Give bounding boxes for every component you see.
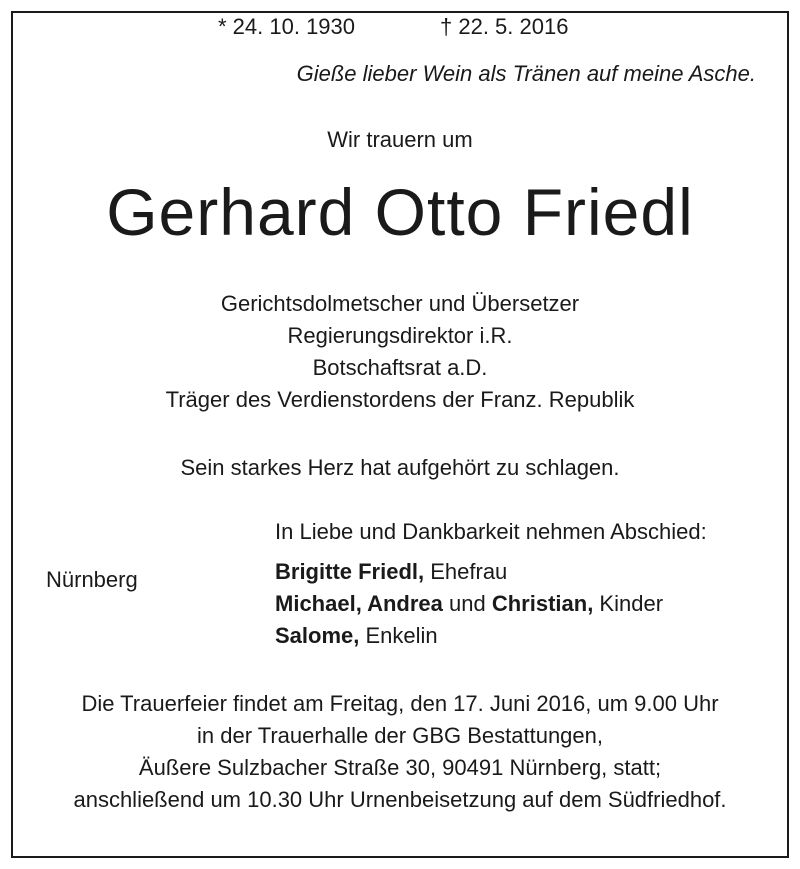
mourner-name: Salome,: [275, 623, 360, 648]
death-date: † 22. 5. 2016: [440, 14, 569, 39]
mourner-relation: Kinder: [593, 591, 664, 616]
funeral-info-line: Die Trauerfeier findet am Freitag, den 17. Juni 2016, um 9.00 Uhr: [81, 691, 719, 716]
deceased-name: Gerhard Otto Friedl: [106, 175, 694, 249]
mourner-line: [275, 590, 663, 618]
mourner-name: Christian,: [491, 591, 594, 616]
heart-line: Sein starkes Herz hat aufgehört zu schlagen.: [180, 455, 620, 480]
mourner-line: [275, 622, 438, 650]
funeral-info-line: in der Trauerhalle der GBG Bestattungen,: [196, 723, 603, 748]
title-line: Regierungsdirektor i.R.: [287, 323, 513, 348]
city-name: Nürnberg: [46, 567, 138, 592]
life-dates: [13, 13, 787, 41]
mourner-name: Michael, Andrea: [275, 591, 443, 616]
mourner-relation: Ehefrau: [424, 559, 508, 584]
farewell-line: In Liebe und Dankbarkeit nehmen Abschied:: [275, 519, 707, 544]
mourner-relation: Enkelin: [359, 623, 438, 648]
title-line: Gerichtsdolmetscher und Übersetzer: [220, 291, 580, 316]
mourner-name: Brigitte Friedl,: [275, 559, 425, 584]
mourner-connector: und: [442, 591, 492, 616]
motto-quote: Gieße lieber Wein als Tränen auf meine Asche.: [296, 61, 756, 86]
birth-date: * 24. 10. 1930: [218, 14, 356, 39]
title-line: Träger des Verdienstordens der Franz. Republik: [165, 387, 635, 412]
mourner-line: [275, 558, 507, 586]
intro-line: Wir trauern um: [327, 127, 473, 152]
obituary-notice: [11, 11, 789, 858]
funeral-info-line: Äußere Sulzbacher Straße 30, 90491 Nürnberg, statt;: [138, 755, 662, 780]
title-line: Botschaftsrat a.D.: [312, 355, 488, 380]
funeral-info-line: anschließend um 10.30 Uhr Urnenbeisetzung auf dem Südfriedhof.: [73, 787, 727, 812]
